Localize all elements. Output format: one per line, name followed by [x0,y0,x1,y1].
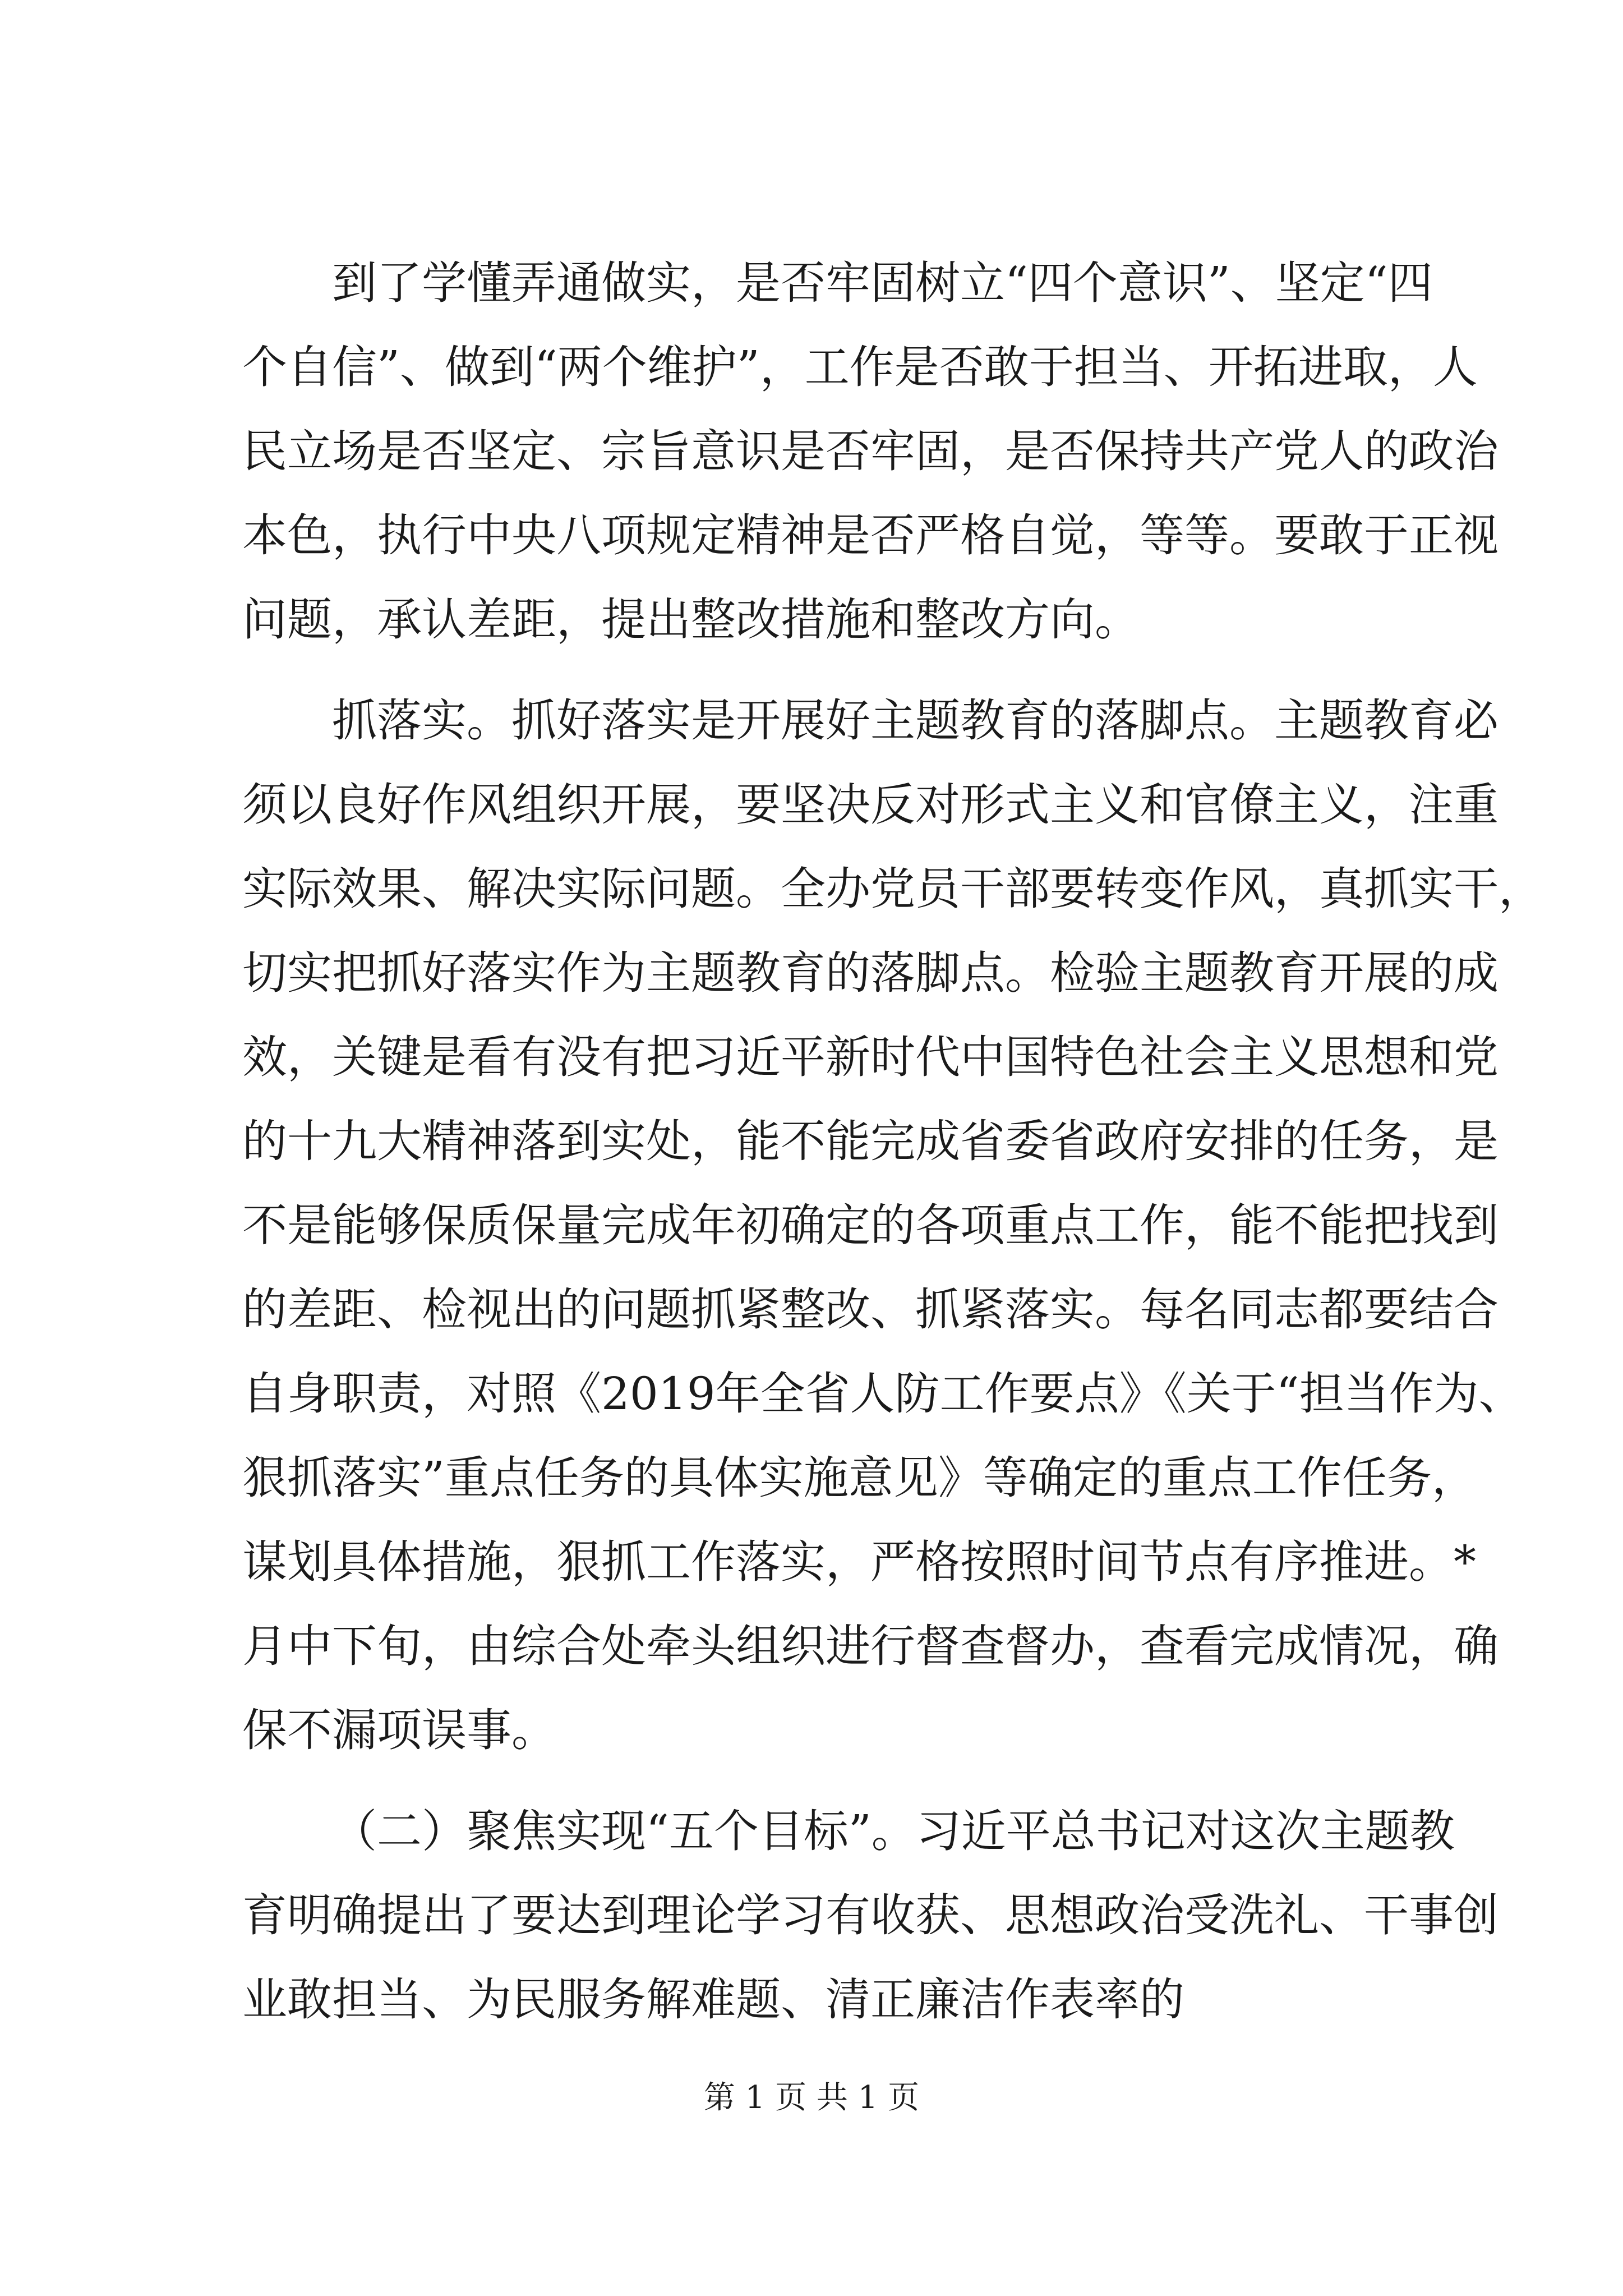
paragraph-line: 到了学懂弄通做实，是否牢固树立“四个意识”、坚定“四 [332,257,1433,309]
paragraph-line: 抓落实。抓好落实是开展好主题教育的落脚点。主题教育必 [332,694,1498,747]
paragraph-line: 实际效果、解决实际问题。全办党员干部要转变作风，真抓实干， [242,863,1543,915]
paragraph-line: 自身职责，对照《2019年全省人防工作要点》《关于“担当作为、 [242,1368,1524,1420]
paragraph-line: 谋划具体措施，狠抓工作落实，严格按照时间节点有序推进。* [242,1536,1476,1588]
paragraph-line: 保不漏项误事。 [242,1704,556,1756]
paragraph-line: 本色，执行中央八项规定精神是否严格自觉，等等。要敢于正视 [242,509,1498,562]
paragraph-line: 业敢担当、为民服务解难题、清正廉洁作表率的 [242,1973,1184,2026]
paragraph-line: 切实把抓好落实作为主题教育的落脚点。检验主题教育开展的成 [242,947,1498,999]
paragraph-line: 的差距、检视出的问题抓紧整改、抓紧落实。每名同志都要结合 [242,1283,1498,1336]
paragraph-line: 民立场是否坚定、宗旨意识是否牢固，是否保持共产党人的政治 [242,425,1498,477]
page-number-footer: 第 1 页 共 1 页 [703,2079,920,2116]
paragraph-line: 不是能够保质保量完成年初确定的各项重点工作，能不能把找到 [242,1199,1498,1251]
paragraph-line: 狠抓落实”重点任务的具体实施意见》等确定的重点工作任务， [242,1452,1477,1504]
paragraph-line: 效，关键是看有没有把习近平新时代中国特色社会主义思想和党 [242,1031,1498,1083]
paragraph-line: 育明确提出了要达到理论学习有收获、思想政治受洗礼、干事创 [242,1889,1498,1941]
paragraph-line: 的十九大精神落到实处，能不能完成省委省政府安排的任务，是 [242,1115,1498,1167]
paragraph-line: 须以良好作风组织开展，要坚决反对形式主义和官僚主义，注重 [242,779,1498,831]
paragraph-line: 月中下旬，由综合处牵头组织进行督查督办，查看完成情况，确 [242,1620,1498,1672]
paragraph-line: （二）聚焦实现“五个目标”。习近平总书记对这次主题教 [332,1805,1455,1857]
paragraph-line: 个自信”、做到“两个维护”，工作是否敢于担当、开拓进取，人 [242,341,1478,393]
paragraph-line: 问题，承认差距，提出整改措施和整改方向。 [242,593,1140,646]
